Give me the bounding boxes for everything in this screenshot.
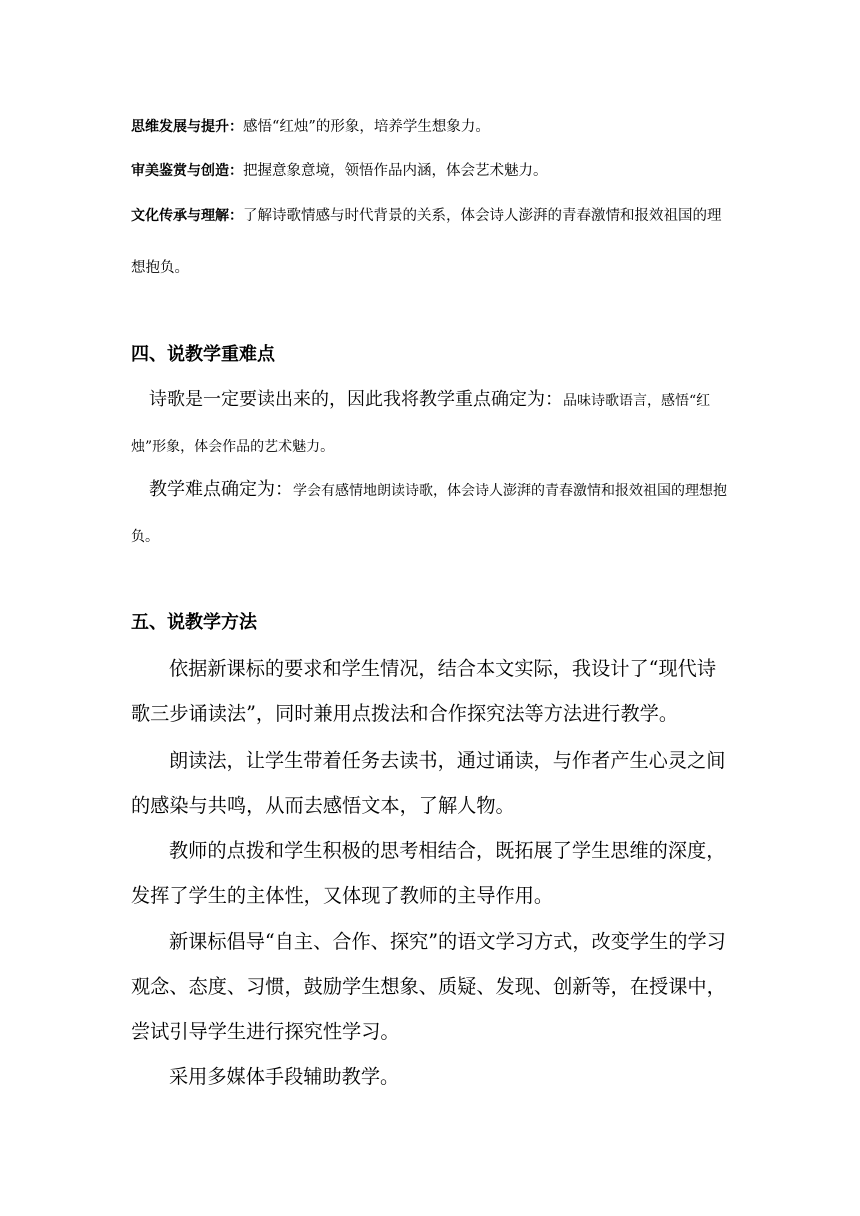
method-paragraph: 依据新课标的要求和学生情况，结合本文实际，我设计了“现代诗歌三步诵读法”，同时兼用点拨法和合作探究法等方法进行教学。 <box>131 657 717 725</box>
objective-label: 文化传承与理解： <box>131 208 243 224</box>
objective-text: 感悟“红烛”的形象，培养学生想象力。 <box>243 119 490 135</box>
objective-culture <box>131 190 731 294</box>
key-point-lead: 诗歌是一定要读出来的，因此我将教学重点确定为： <box>149 389 563 410</box>
method-paragraph: 新课标倡导“自主、合作、探究”的语文学习方式，改变学生的学习观念、态度、习惯，鼓励学生想象、质疑、发现、创新等，在授课中，尝试引导学生进行探究性学习。 <box>131 930 726 1043</box>
section-heading-key-points: 四、说教学重难点 <box>131 344 275 365</box>
method-paragraph: 朗读法，让学生带着任务去读书，通过诵读，与作者产生心灵之间的感染与共鸣，从而去感悟文本，了解人物。 <box>131 749 726 817</box>
key-point-text: 品味诗歌语言，感悟“红烛”形象，体会作品的艺术魅力。 <box>131 393 711 455</box>
objective-label: 审美鉴赏与创造： <box>131 163 243 179</box>
objective-text: 把握意象意境，领悟作品内涵，体会艺术魅力。 <box>243 163 548 179</box>
difficulty-lead: 教学难点确定为： <box>149 479 293 500</box>
difficulty-text: 学会有感情地朗读诗歌，体会诗人澎湃的青春激情和报效祖国的理想抱负。 <box>131 483 727 545</box>
key-point-paragraph <box>131 377 731 470</box>
section-heading-methods: 五、说教学方法 <box>131 612 257 633</box>
method-paragraph: 教师的点拨和学生积极的思考相结合，既拓展了学生思维的深度，发挥了学生的主体性，又体现了教师的主导作用。 <box>131 839 726 907</box>
difficulty-paragraph <box>131 467 731 560</box>
objective-label: 思维发展与提升： <box>131 119 243 135</box>
objective-text: 了解诗歌情感与时代背景的关系，体会诗人澎湃的青春激情和报效祖国的理想抱负。 <box>131 208 722 276</box>
method-paragraph: 采用多媒体手段辅助教学。 <box>169 1065 400 1088</box>
